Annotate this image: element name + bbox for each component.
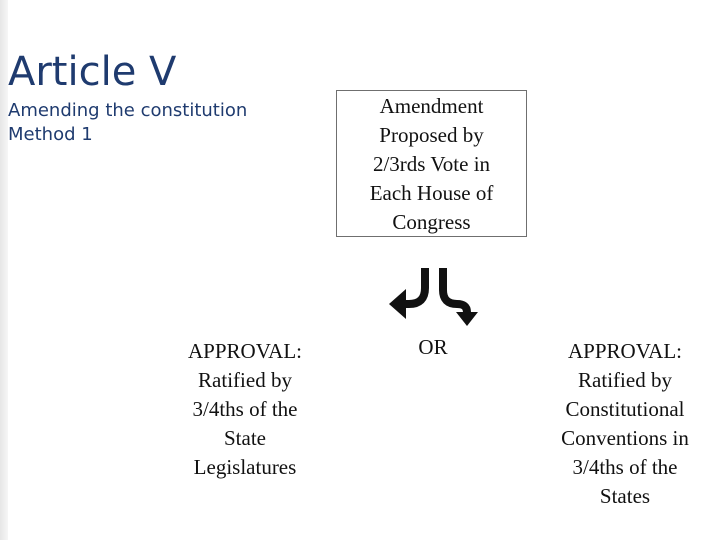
page-subtitle: Amending the constitution: [8, 100, 248, 121]
method-label: Method 1: [8, 124, 93, 145]
proposal-box: [336, 90, 527, 237]
proposal-text: Amendment Proposed by 2/3rds Vote in Each House of Congress: [369, 94, 494, 234]
page-title: Article V: [8, 49, 177, 95]
split-arrows-icon: [388, 262, 480, 328]
left-edge-strip: [0, 0, 8, 540]
state-legislatures-approval: APPROVAL: Ratified by 3/4ths of the State Legislatures: [188, 339, 302, 479]
conventions-approval: APPROVAL: Ratified by Constitutional Conventions in 3/4ths of the States: [561, 339, 689, 508]
or-label: OR: [418, 335, 448, 359]
